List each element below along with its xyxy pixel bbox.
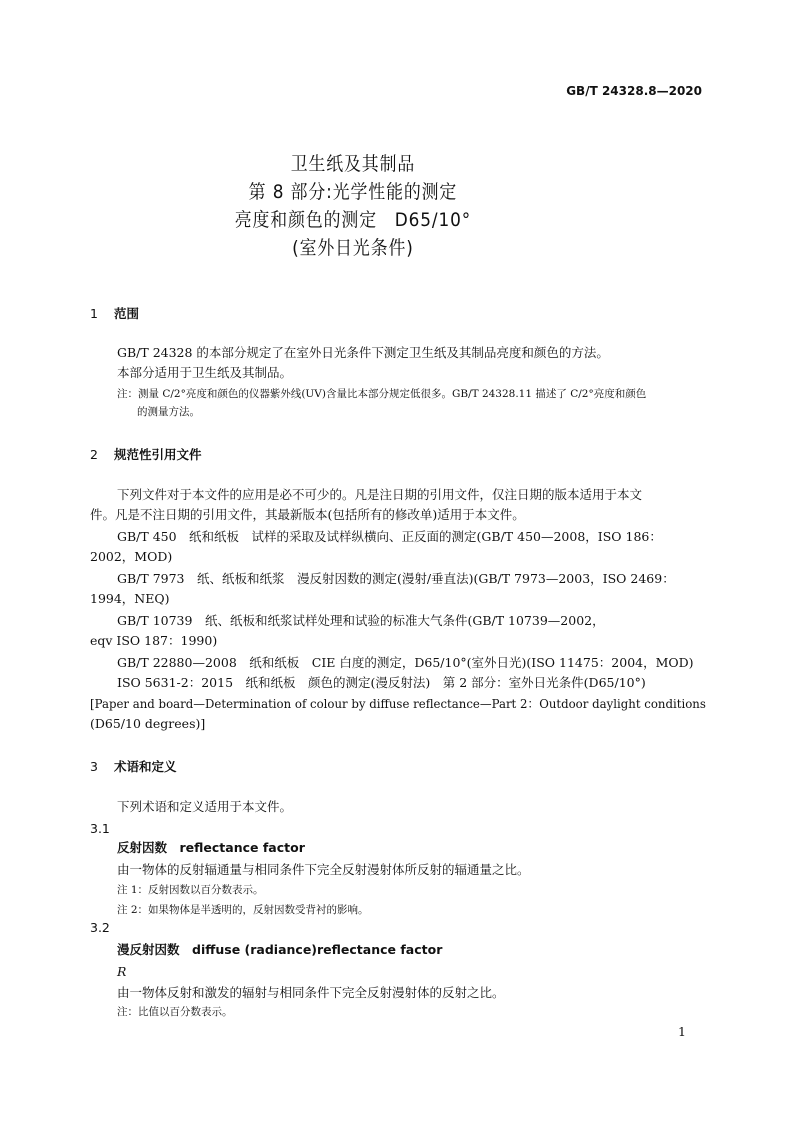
note: 的测量方法。 xyxy=(137,406,200,418)
section-3-heading xyxy=(90,757,177,775)
term-title: 反射因数 reflectance factor xyxy=(117,840,305,855)
section-number: 3 xyxy=(90,759,98,774)
note: 注 1：反射因数以百分数表示。 xyxy=(117,884,264,896)
reference-item: GB/T 7973 纸、纸板和纸浆 漫反射因数的测定(漫射/垂直法)(GB/T 7973—2003，ISO 2469： xyxy=(117,571,675,586)
paragraph: 件。凡是不注日期的引用文件，其最新版本(包括所有的修改单)适用于本文件。 xyxy=(90,507,525,522)
term-number: 3.1 xyxy=(90,821,110,836)
reference-item: GB/T 10739 纸、纸板和纸浆试样处理和试验的标准大气条件(GB/T 10739—2002， xyxy=(117,613,605,628)
section-title: 术语和定义 xyxy=(114,759,177,774)
paragraph: 下列术语和定义适用于本文件。 xyxy=(117,799,293,814)
reference-item: (D65/10 degrees)] xyxy=(90,716,206,731)
section-number: 2 xyxy=(90,447,98,462)
term-definition: 由一物体的反射辐通量与相同条件下完全反射漫射体所反射的辐通量之比。 xyxy=(117,862,530,877)
standard-number: GB/T 24328.8—2020 xyxy=(566,84,702,98)
paragraph: 下列文件对于本文件的应用是必不可少的。凡是注日期的引用文件，仅注日期的版本适用于本文 xyxy=(117,487,643,502)
reference-item: GB/T 22880—2008 纸和纸板 CIE 白度的测定，D65/10°(室外日光)(ISO 11475：2004，MOD) xyxy=(117,655,694,670)
note: 注：测量 C/2°亮度和颜色的仪器紫外线(UV)含量比本部分规定低很多。GB/T 24328.11 描述了 C/2°亮度和颜色 xyxy=(117,388,647,400)
section-2-heading xyxy=(90,445,202,463)
section-title: 范围 xyxy=(114,306,140,321)
section-number: 1 xyxy=(90,306,98,321)
reference-item: 1994，NEQ) xyxy=(90,591,170,606)
reference-item: [Paper and board—Determination of colour by diffuse reflectance—Part 2：Outdoor daylight conditions xyxy=(90,696,706,711)
doc-title-line4: (室外日光条件) xyxy=(292,237,414,259)
doc-title-line3: 亮度和颜色的测定 D65/10° xyxy=(234,209,472,231)
doc-title-line2: 第 8 部分:光学性能的测定 xyxy=(248,181,458,203)
section-title: 规范性引用文件 xyxy=(114,447,202,462)
term-definition: 由一物体反射和激发的辐射与相同条件下完全反射漫射体的反射之比。 xyxy=(117,985,505,1000)
term-number: 3.2 xyxy=(90,920,110,935)
reference-item: GB/T 450 纸和纸板 试样的采取及试样纵横向、正反面的测定(GB/T 450—2008，ISO 186： xyxy=(117,529,662,544)
paragraph: GB/T 24328 的本部分规定了在室外日光条件下测定卫生纸及其制品亮度和颜色的方法。 xyxy=(117,345,609,360)
paragraph: 本部分适用于卫生纸及其制品。 xyxy=(117,365,293,380)
term-symbol: R xyxy=(117,964,127,979)
reference-item: 2002，MOD) xyxy=(90,549,173,564)
note: 注：比值以百分数表示。 xyxy=(117,1006,233,1018)
reference-item: eqv ISO 187：1990) xyxy=(90,633,218,648)
doc-title-line1: 卫生纸及其制品 xyxy=(290,153,416,175)
section-1-heading xyxy=(90,304,139,322)
reference-item: ISO 5631-2：2015 纸和纸板 颜色的测定(漫反射法) 第 2 部分：室外日光条件(D65/10°) xyxy=(117,675,646,690)
term-title: 漫反射因数 diffuse (radiance)reflectance factor xyxy=(117,942,443,957)
page-number: 1 xyxy=(678,1024,686,1039)
note: 注 2：如果物体是半透明的，反射因数受背衬的影响。 xyxy=(117,904,369,916)
